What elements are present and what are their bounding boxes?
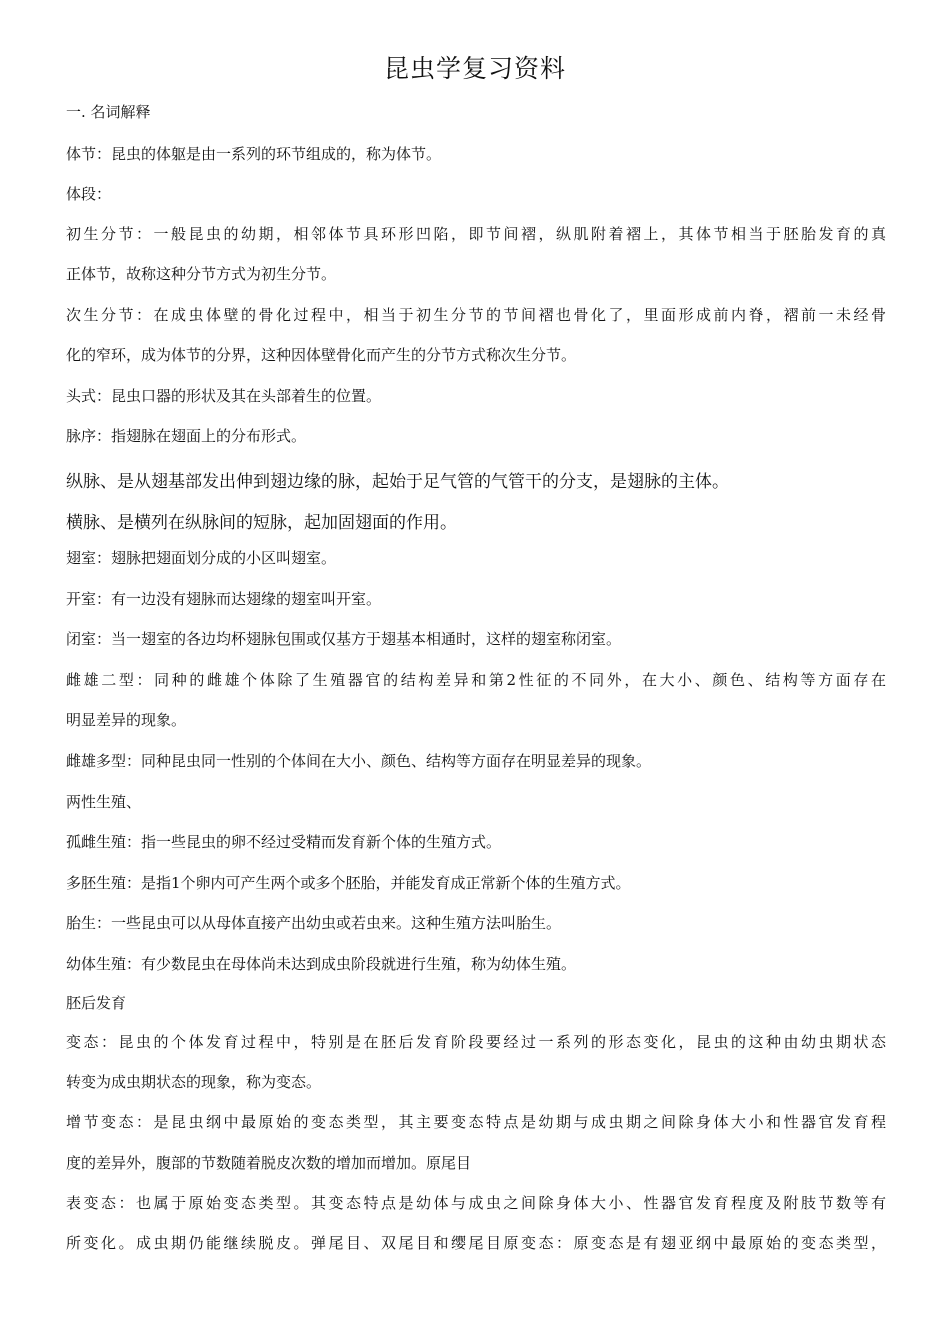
paragraph-line: 次生分节：在成虫体壁的骨化过程中，相当于初生分节的节间褶也骨化了，里面形成前内脊，褶前一未经骨 (66, 306, 886, 324)
paragraph-line: 初生分节：一般昆虫的幼期，相邻体节具环形凹陷，即节间褶，纵肌附着褶上，其体节相当于胚胎发育的真 (66, 225, 886, 243)
paragraph-line: 头式：昆虫口器的形状及其在头部着生的位置。 (66, 387, 382, 405)
paragraph-line: 开室：有一边没有翅脉而达翅缘的翅室叫开室。 (66, 590, 382, 608)
paragraph-line: 纵脉、是从翅基部发出伸到翅边缘的脉，起始于足气管的气管干的分支，是翅脉的主体。 (66, 472, 729, 492)
paragraph-line: 转变为成虫期状态的现象，称为变态。 (66, 1073, 322, 1091)
paragraph-line: 孤雌生殖：指一些昆虫的卵不经过受精而发育新个体的生殖方式。 (66, 833, 502, 851)
paragraph-line: 两性生殖、 (66, 793, 142, 811)
paragraph-line: 明显差异的现象。 (66, 711, 187, 729)
paragraph-line: 多胚生殖：是指1个卵内可产生两个或多个胚胎，并能发育成正常新个体的生殖方式。 (66, 874, 631, 892)
paragraph-line: 度的差异外，腹部的节数随着脱皮次数的增加而增加。原尾目 (66, 1154, 472, 1172)
page-title: 昆虫学复习资料 (383, 54, 566, 83)
paragraph-line: 闭室：当一翅室的各边均杯翅脉包围或仅基方于翅基本相通时，这样的翅室称闭室。 (66, 630, 622, 648)
paragraph-line: 所变化。成虫期仍能继续脱皮。弹尾目、双尾目和缨尾目原变态：原变态是有翅亚纲中最原始的变态类型， (66, 1234, 886, 1252)
paragraph-line: 体段： (66, 185, 112, 203)
section-heading: 一. 名词解释 (66, 103, 151, 121)
paragraph-line: 胎生：一些昆虫可以从母体直接产出幼虫或若虫来。这种生殖方法叫胎生。 (66, 914, 562, 932)
paragraph-line: 翅室：翅脉把翅面划分成的小区叫翅室。 (66, 549, 337, 567)
paragraph-line: 脉序：指翅脉在翅面上的分布形式。 (66, 427, 307, 445)
paragraph-line: 化的窄环，成为体节的分界，这种因体壁骨化而产生的分节方式称次生分节。 (66, 346, 577, 364)
paragraph-line: 变态：昆虫的个体发育过程中，特别是在胚后发育阶段要经过一系列的形态变化，昆虫的这种由幼虫期状态 (66, 1033, 886, 1051)
paragraph-line: 雌雄二型：同种的雌雄个体除了生殖器官的结构差异和第2性征的不同外，在大小、颜色、结构等方面存在 (66, 671, 886, 689)
paragraph-line: 表变态：也属于原始变态类型。其变态特点是幼体与成虫之间除身体大小、性器官发育程度及附肢节数等有 (66, 1194, 886, 1212)
paragraph-line: 横脉、是横列在纵脉间的短脉，起加固翅面的作用。 (66, 513, 457, 533)
paragraph-line: 增节变态：是昆虫纲中最原始的变态类型，其主要变态特点是幼期与成虫期之间除身体大小和性器官发育程 (66, 1113, 886, 1131)
paragraph-line: 雌雄多型：同种昆虫同一性别的个体间在大小、颜色、结构等方面存在明显差异的现象。 (66, 752, 652, 770)
paragraph-line: 体节：昆虫的体躯是由一系列的环节组成的，称为体节。 (66, 145, 442, 163)
paragraph-line: 胚后发育 (66, 994, 127, 1012)
paragraph-line: 幼体生殖：有少数昆虫在母体尚未达到成虫阶段就进行生殖，称为幼体生殖。 (66, 955, 577, 973)
paragraph-line: 正体节，故称这种分节方式为初生分节。 (66, 265, 337, 283)
